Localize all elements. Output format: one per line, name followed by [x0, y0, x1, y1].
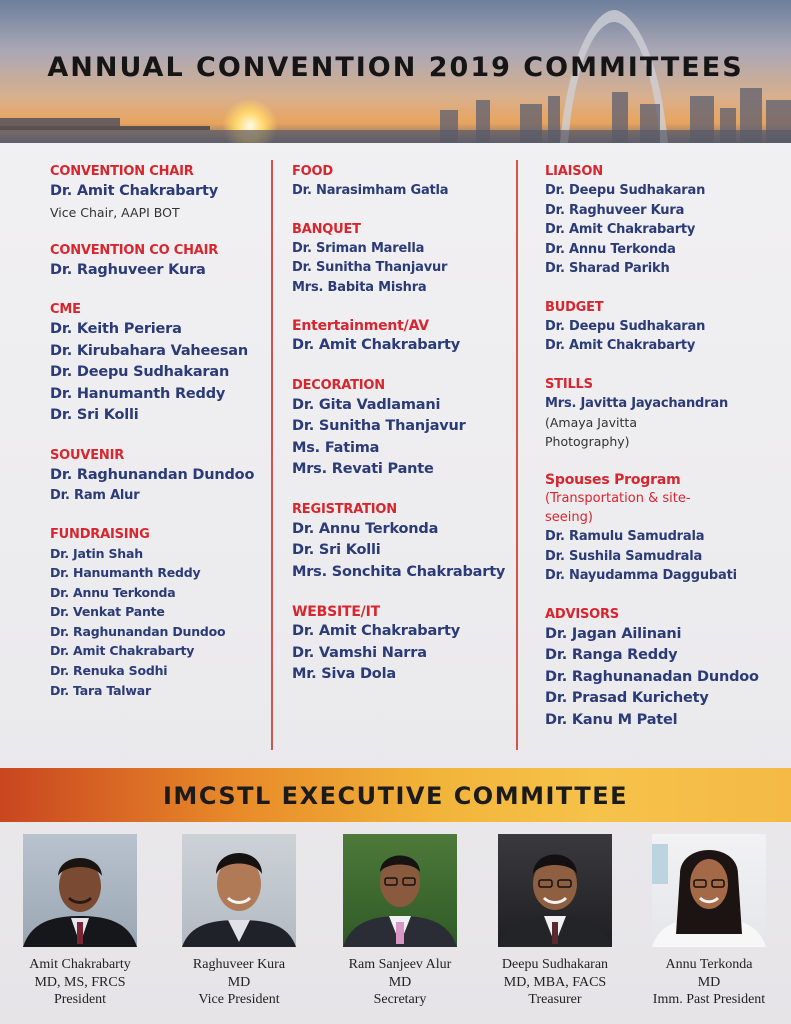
member-subtitle: Photography)	[545, 434, 630, 449]
member-name: Dr. Amit Chakrabarty	[545, 338, 696, 353]
portrait-photo	[343, 834, 457, 947]
member-name: Dr. Sri Kolli	[50, 407, 139, 423]
member-name: Dr. Amit Chakrabarty	[545, 222, 696, 237]
section-title: ADVISORS	[545, 606, 619, 622]
member-credentials: MD, MS, FRCS	[34, 974, 126, 990]
website-section	[292, 603, 512, 686]
member-name: Dr. Jatin Shah	[50, 545, 143, 561]
portrait-photo	[652, 834, 766, 947]
section-title: WEBSITE/IT	[292, 604, 380, 620]
member-name: Deepu Sudhakaran	[501, 957, 609, 972]
member-name: Raghuveer Kura	[192, 957, 286, 972]
member-name: Dr. Tara Talwar	[50, 682, 151, 698]
fundraising-section	[50, 526, 265, 701]
member-name: Dr. Renuka Sodhi	[50, 663, 168, 679]
member-name: Dr. Sriman Marella	[292, 240, 425, 256]
member-name: Dr. Sharad Parikh	[545, 261, 670, 276]
spouses-program-section	[545, 471, 780, 586]
section-title: CONVENTION CHAIR	[50, 164, 194, 179]
section-title: Spouses Program	[545, 472, 681, 488]
decoration-section	[292, 377, 512, 481]
member-name: Dr. Hanumanth Reddy	[50, 565, 201, 581]
executive-banner	[0, 768, 791, 822]
member-name: Dr. Kanu M Patel	[545, 711, 678, 728]
executive-title: IMCSTL EXECUTIVE COMMITTEE	[163, 782, 628, 810]
column-divider	[271, 160, 273, 750]
member-name: Dr. Raghunanadan Dundoo	[545, 668, 759, 685]
member-name: Dr. Deepu Sudhakaran	[50, 364, 230, 380]
member-name: Dr. Ramulu Samudrala	[545, 529, 705, 544]
member-name: Ram Sanjeev Alur	[348, 957, 452, 972]
member-name: Dr. Amit Chakrabarty	[292, 337, 460, 353]
member-name: Amit Chakrabarty	[29, 957, 131, 972]
stills-section	[545, 376, 780, 452]
member-name: Dr. Sunitha Thanjavur	[292, 260, 448, 275]
executive-member-treasurer	[480, 834, 630, 1009]
member-name: Dr. Keith Periera	[50, 321, 182, 337]
member-name: Dr. Amit Chakrabarty	[50, 643, 195, 659]
section-title: DECORATION	[292, 377, 385, 393]
section-title: SOUVENIR	[50, 447, 125, 463]
member-name: Dr. Sri Kolli	[292, 542, 381, 558]
section-title: REGISTRATION	[292, 501, 397, 517]
page-title: ANNUAL CONVENTION 2019 COMMITTEES	[47, 52, 744, 83]
member-role: Secretary	[373, 992, 427, 1007]
member-name: Mrs. Babita Mishra	[292, 279, 427, 295]
member-name: Dr. Amit Chakrabarty	[50, 183, 218, 199]
portrait-photo	[498, 834, 612, 947]
member-name: Dr. Nayudamma Daggubati	[545, 568, 737, 583]
portrait-photo	[23, 834, 137, 947]
member-name: Dr. Venkat Pante	[50, 604, 165, 620]
member-credentials: MD	[227, 974, 251, 990]
member-subtitle: Vice Chair, AAPI BOT	[50, 204, 180, 220]
section-title: FOOD	[292, 164, 333, 179]
member-name: Dr. Ram Alur	[50, 488, 140, 503]
member-name: Mrs. Javitta Jayachandran	[545, 395, 729, 411]
member-subtitle: (Amaya Javitta	[545, 415, 637, 430]
section-title: FUNDRAISING	[50, 526, 150, 542]
liaison-section	[545, 163, 780, 279]
executive-member-past-president	[634, 834, 784, 1009]
member-name: Dr. Kirubahara Vaheesan	[50, 342, 248, 359]
section-note: (Transportation & site-	[545, 491, 691, 506]
member-name: Dr. Raghunandan Dundoo	[50, 623, 226, 639]
budget-section	[545, 299, 780, 356]
section-title: LIAISON	[545, 164, 603, 179]
member-role: Vice President	[198, 992, 280, 1007]
section-title: Entertainment/AV	[292, 318, 429, 334]
entertainment-section	[292, 317, 512, 357]
banquet-section	[292, 221, 512, 298]
member-name: Dr. Deepu Sudhakaran	[545, 318, 706, 334]
section-title: STILLS	[545, 376, 593, 392]
member-name: Dr. Jagan Ailinani	[545, 625, 682, 642]
member-name: Dr. Narasimham Gatla	[292, 183, 449, 198]
member-credentials: MD	[697, 974, 721, 990]
executive-member-president	[5, 834, 155, 1009]
member-name: Dr. Annu Terkonda	[292, 520, 439, 537]
member-credentials: MD, MBA, FACS	[503, 974, 607, 990]
member-name: Dr. Gita Vadlamani	[292, 396, 441, 413]
member-role: Treasurer	[528, 992, 582, 1007]
registration-section	[292, 501, 512, 584]
food-section	[292, 163, 512, 201]
convention-chair-section	[50, 163, 265, 222]
member-name: Dr. Raghuveer Kura	[545, 202, 685, 218]
advisors-section	[545, 606, 780, 732]
member-name: Mrs. Revati Pante	[292, 461, 434, 477]
header-banner	[0, 0, 791, 143]
member-name: Dr. Hanumanth Reddy	[50, 385, 226, 402]
member-name: Dr. Prasad Kurichety	[545, 690, 709, 706]
souvenir-section	[50, 447, 265, 506]
committee-column-2	[292, 163, 512, 706]
section-title: CONVENTION CO CHAIR	[50, 242, 219, 258]
member-name: Dr. Deepu Sudhakaran	[545, 183, 706, 198]
cme-section	[50, 301, 265, 427]
member-name: Dr. Raghunandan Dundoo	[50, 466, 255, 483]
section-note: seeing)	[545, 510, 593, 525]
member-role: Imm. Past President	[652, 992, 766, 1007]
section-title: BANQUET	[292, 221, 361, 237]
member-name: Dr. Amit Chakrabarty	[292, 623, 460, 639]
portrait-photo	[182, 834, 296, 947]
executive-member-vice-president	[164, 834, 314, 1009]
member-name: Ms. Fatima	[292, 439, 380, 456]
member-name: Mr. Siva Dola	[292, 666, 396, 682]
member-name: Dr. Ranga Reddy	[545, 647, 678, 663]
member-name: Dr. Raghuveer Kura	[50, 261, 206, 278]
member-name: Dr. Annu Terkonda	[545, 241, 676, 257]
co-chair-section	[50, 242, 265, 282]
member-name: Annu Terkonda	[665, 957, 753, 972]
column-divider	[516, 160, 518, 750]
member-name: Dr. Vamshi Narra	[292, 644, 427, 661]
member-name: Dr. Sunitha Thanjavur	[292, 418, 466, 434]
section-title: BUDGET	[545, 299, 604, 315]
committee-column-1	[50, 163, 265, 720]
member-role: President	[53, 992, 107, 1007]
member-name: Dr. Annu Terkonda	[50, 584, 176, 600]
member-credentials: MD	[388, 974, 412, 990]
committee-column-3	[545, 163, 780, 751]
section-title: CME	[50, 302, 81, 317]
executive-member-secretary	[325, 834, 475, 1009]
member-name: Mrs. Sonchita Chakrabarty	[292, 563, 506, 580]
member-name: Dr. Sushila Samudrala	[545, 548, 703, 564]
